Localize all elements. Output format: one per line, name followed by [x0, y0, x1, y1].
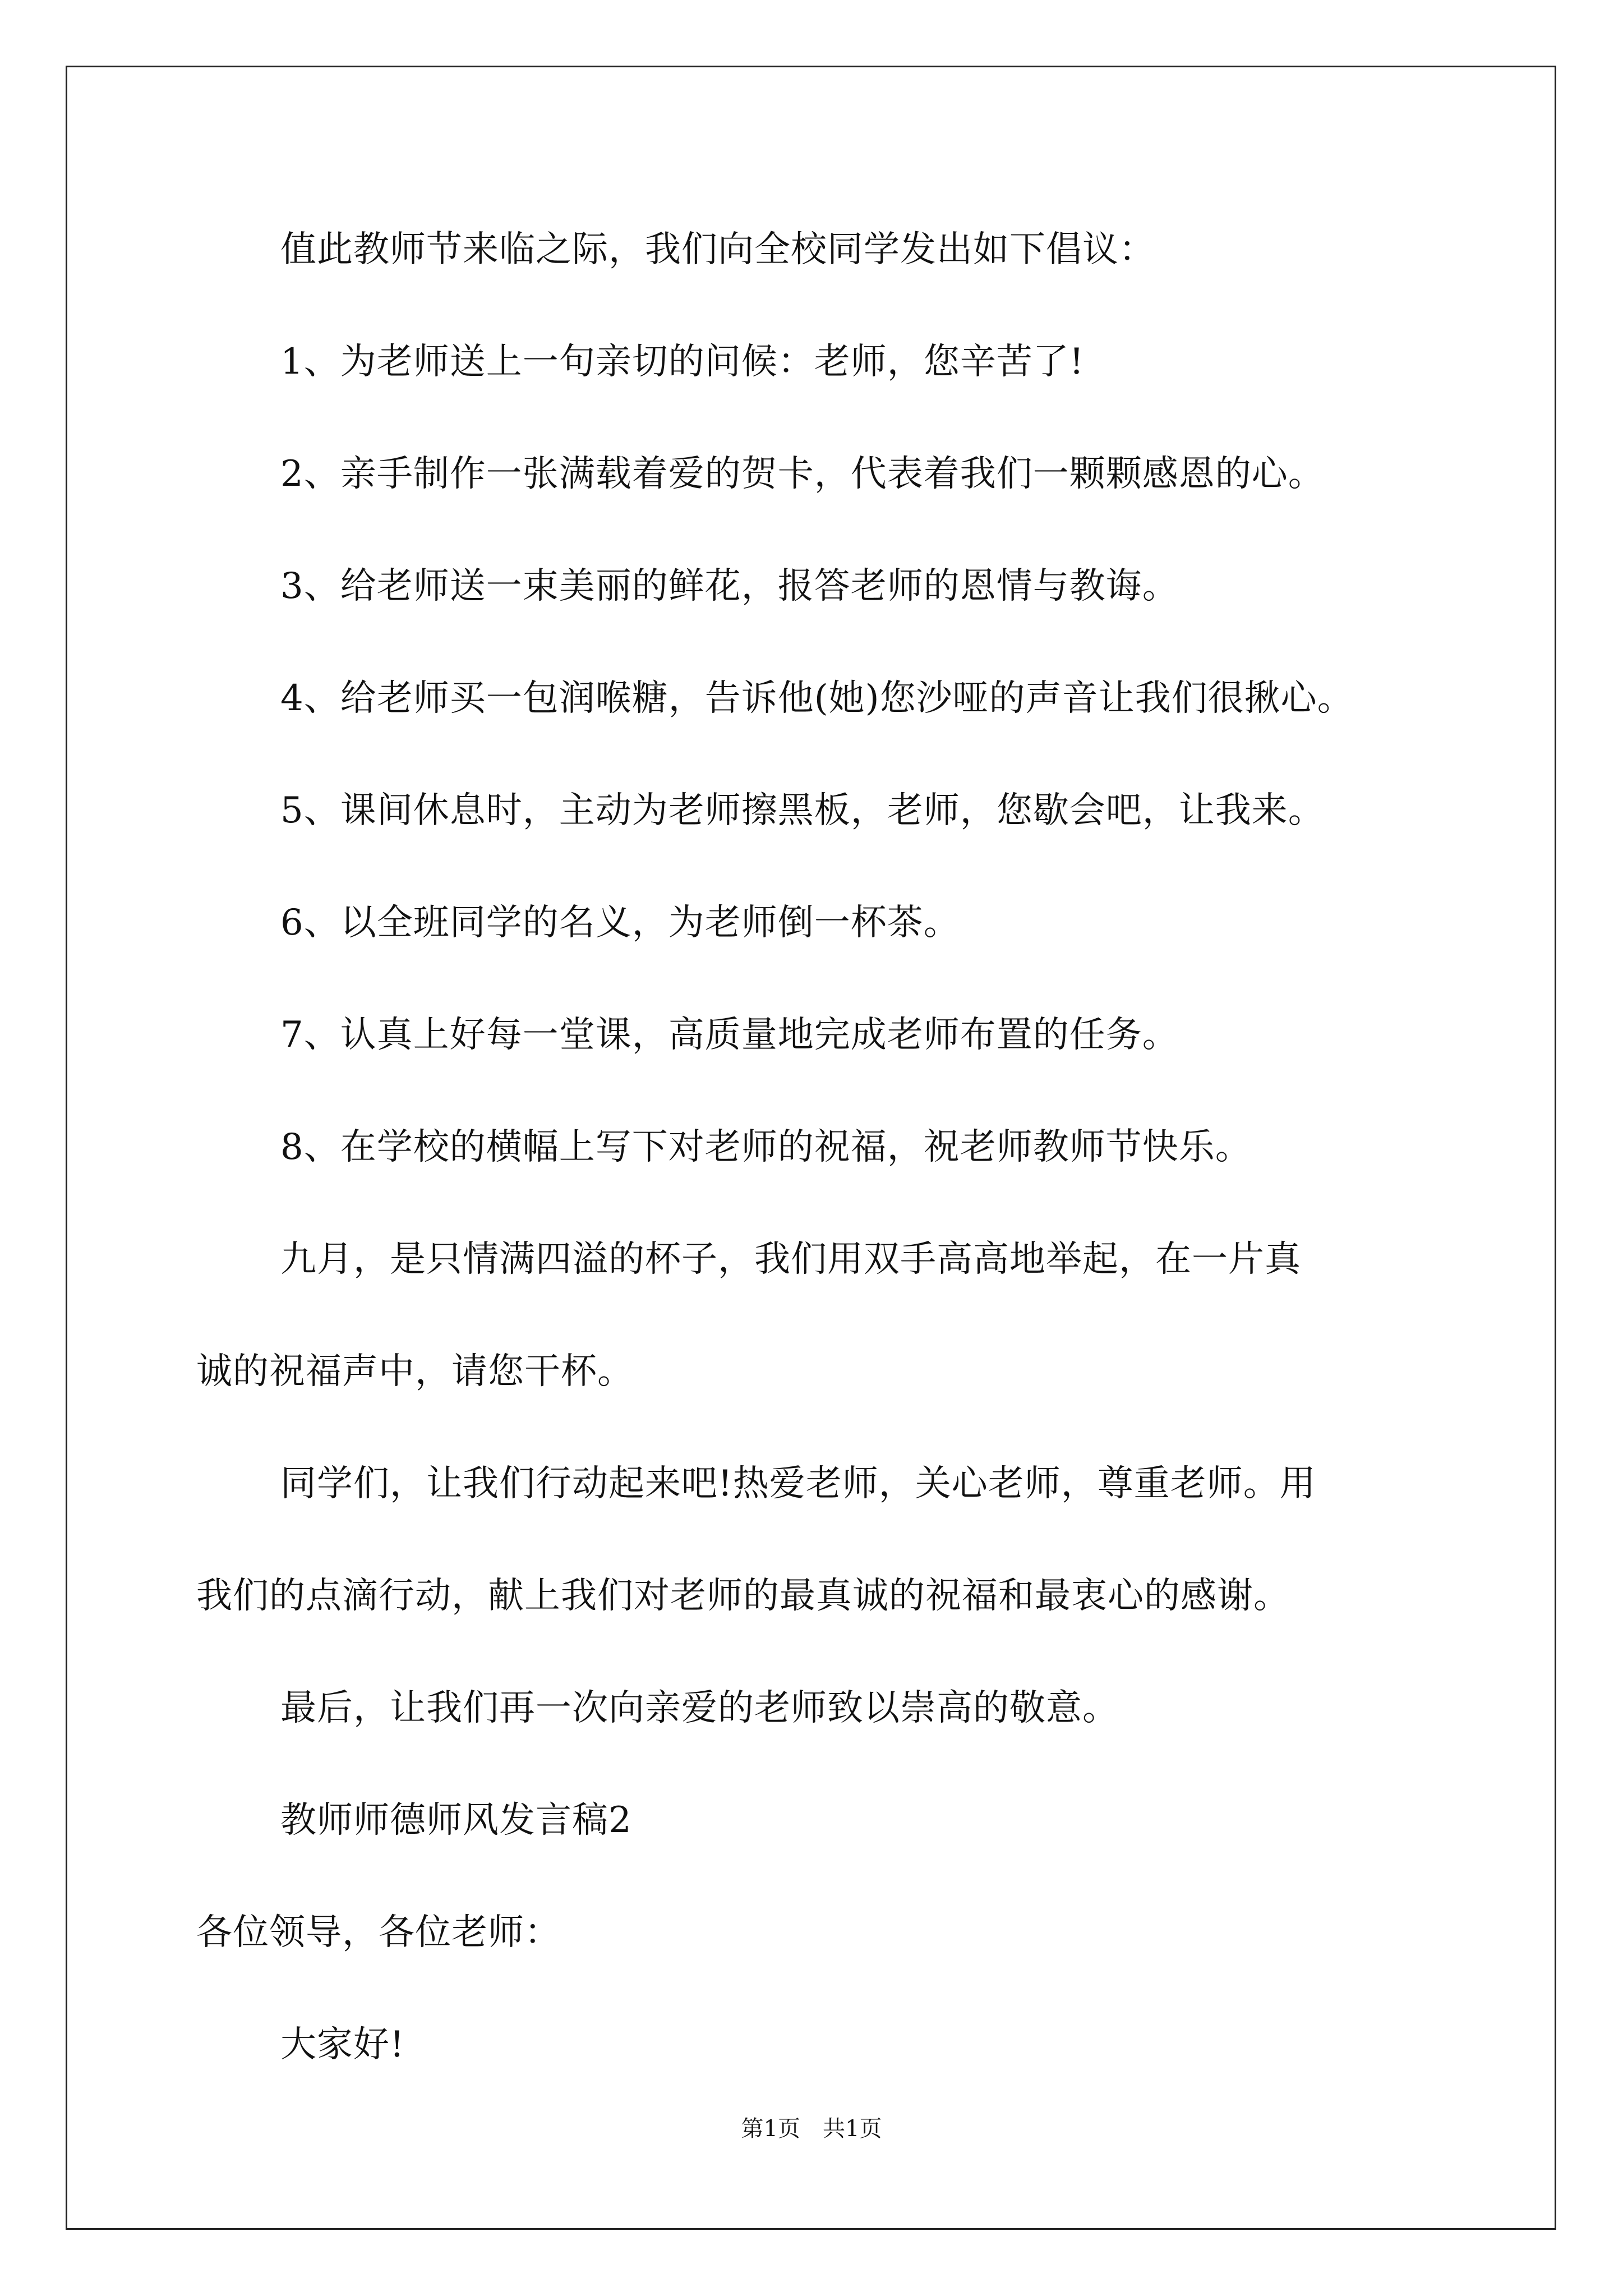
- list-item-8: 8、在学校的横幅上写下对老师的祝福，祝老师教师节快乐。: [280, 1126, 1252, 1168]
- list-item-4: 4、给老师买一包润喉糖，告诉他(她)您沙哑的声音让我们很揪心。: [280, 678, 1354, 719]
- section-title: 教师师德师风发言稿2: [280, 1800, 632, 1841]
- paragraph-september-line1: 九月，是只情满四溢的杯子，我们用双手高高地举起，在一片真: [280, 1239, 1301, 1280]
- greeting: 大家好!: [280, 2024, 405, 2065]
- list-item-1: 1、为老师送上一句亲切的问候：老师，您辛苦了!: [280, 341, 1085, 383]
- paragraph-call-line1: 同学们，让我们行动起来吧!热爱老师，关心老师，尊重老师。用: [280, 1463, 1316, 1504]
- list-item-6: 6、以全班同学的名义，为老师倒一杯茶。: [280, 902, 960, 944]
- list-item-2: 2、亲手制作一张满载着爱的贺卡，代表着我们一颗颗感恩的心。: [280, 453, 1325, 495]
- list-item-5: 5、课间休息时，主动为老师擦黑板，老师，您歇会吧，让我来。: [280, 790, 1325, 831]
- paragraph-call-line2: 我们的点滴行动，献上我们对老师的最真诚的祝福和最衷心的感谢。: [196, 1575, 1290, 1617]
- paragraph-closing: 最后，让我们再一次向亲爱的老师致以崇高的敬意。: [280, 1687, 1119, 1729]
- paragraph-intro: 值此教师节来临之际，我们向全校同学发出如下倡议：: [280, 229, 1155, 270]
- page-footer: 第1页 共1页: [741, 2116, 882, 2142]
- paragraph-september-line2: 诚的祝福声中，请您干杯。: [196, 1351, 634, 1392]
- salutation: 各位领导，各位老师：: [196, 1912, 561, 1953]
- list-item-3: 3、给老师送一束美丽的鲜花，报答老师的恩情与教诲。: [280, 565, 1179, 607]
- list-item-7: 7、认真上好每一堂课，高质量地完成老师布置的任务。: [280, 1014, 1179, 1056]
